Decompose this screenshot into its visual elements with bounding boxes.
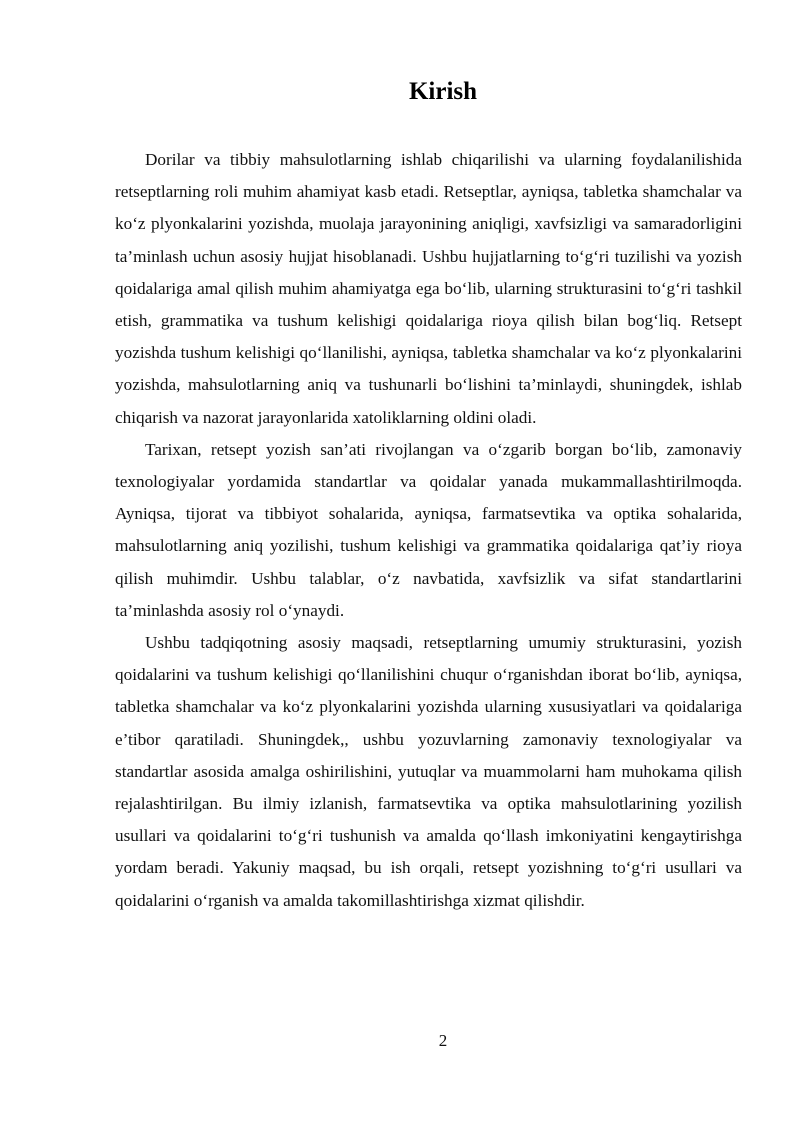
document-body (115, 144, 742, 917)
page-title: Kirish (408, 78, 478, 105)
paragraph-1: Dorilar va tibbiy mahsulotlarning ishlab chiqarilishi va ularning foydalanilishida retseptlarning roli muhim ahamiyat kasb etadi. Retseptlar, ayniqsa, tabletka shamchalar va ko‘z plyonkalarini yozishda, muolaja jarayonining aniqligi, xavfsizligi va samaradorligini ta’minlash uchun asosiy hujjat hisoblanadi. Ushbu hujjatlarning to‘g‘ri tuzilishi va yozish qoidalariga amal qilish muhim ahamiyatga ega bo‘lib, ularning strukturasini to‘g‘ri tashkil etish, grammatika va tushum kelishigi qoidalariga rioya qilish bilan bog‘liq. Retsept yozishda tushum kelishigi qo‘llanilishi, ayniqsa, tabletka shamchalar va ko‘z plyonkalarini yozishda, mahsulotlarning aniq va tushunarli bo‘lishini ta’minlaydi, shuningdek, ishlab chiqarish va nazorat jarayonlarida xatoliklarning oldini oladi. (115, 150, 742, 427)
paragraph-3: Ushbu tadqiqotning asosiy maqsadi, retseptlarning umumiy strukturasini, yozish qoidalarini va tushum kelishigi qo‘llanilishini chuqur o‘rganishdan iborat bo‘lib, ayniqsa, tabletka shamchalar va ko‘z plyonkalarini yozishda ularning xususiyatlari va qoidalariga e’tibor qaratiladi. Shuningdek,, ushbu yozuvlarning zamonaviy texnologiyalar va standartlar asosida amalga oshirilishini, yutuqlar va muammolarni ham muhokama qilish rejalashtirilgan. Bu ilmiy izlanish, farmatsevtika va optika mahsulotlarining yozilish usullari va qoidalarini to‘g‘ri tushunish va amalda qo‘llash imkoniyatini kengaytirishga yordam beradi. Yakuniy maqsad, bu ish orqali, retsept yozishning to‘g‘ri usullari va qoidalarini o‘rganish va amalda takomillashtirishga xizmat qilishdir. (115, 633, 742, 910)
paragraph-2: Tarixan, retsept yozish san’ati rivojlangan va o‘zgarib borgan bo‘lib, zamonaviy texnologiyalar yordamida standartlar va qoidalar yanada mukammallashtirilmoqda. Ayniqsa, tijorat va tibbiyot sohalarida, ayniqsa, farmatsevtika va optika sohalarida, mahsulotlarning aniq yozilishi, tushum kelishigi va grammatika qoidalariga qat’iy rioya qilish muhimdir. Ushbu talablar, o‘z navbatida, xavfsizlik va sifat standartlarini ta’minlashda asosiy rol o‘ynaydi. (115, 439, 742, 620)
page-number: 2 (438, 1031, 448, 1050)
